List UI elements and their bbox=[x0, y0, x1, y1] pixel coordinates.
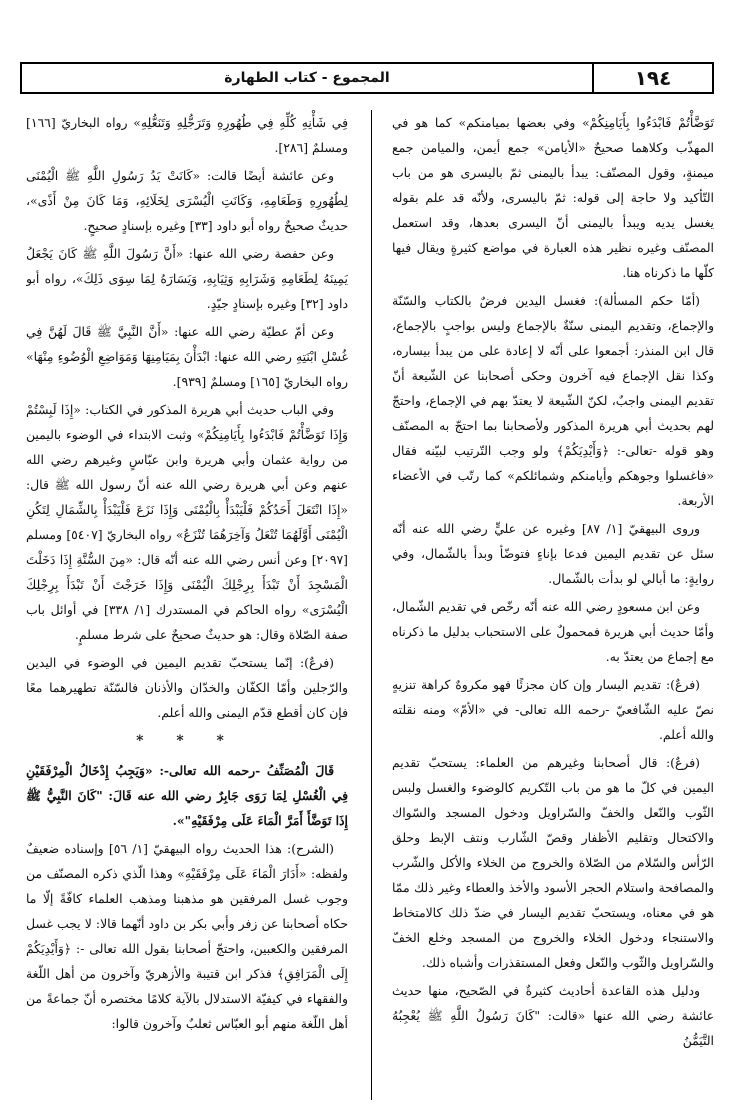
paragraph: وروى البيهقيّ [١/ ٨٧] وغيره عن عليٍّ رضي الله عنه أنّه سئل عن تقديم اليمين فدعا بإناءٍ فتوضّأ وبدأ بالشّمال، وفي روايةٍ: ما أبالي لو بدأت بالشّمال. bbox=[392, 521, 714, 586]
paragraph: (فرعٌ): إنّما يستحبّ تقديم اليمين في الوضوء في اليدين والرّجلين وأمّا الكفّان والخدّان والأذنان فالسّنّة تطهيرهما معًا فإن كان أقطع قدّم اليمنى والله أعلم. bbox=[26, 655, 348, 720]
paragraph: (الشرح): هذا الحديث رواه البيهقيّ [١/ ٥٦] وإسناده ضعيفٌ ولفظه: «أَدَارَ الْمَاءَ عَلَى مِرْفَقَيْهِ» وهذا الّذي ذكره المصنّف من وجوب غسل المرفقين هو مذهبنا ومذهب العلماء كافّةً إلّا ما حكاه أصحابنا عن زفر وأبي بكر بن داود أنّهما قالا: لا يجب غسل المرفقين والكعبين، واحتجّ أصحابنا بقول الله تعالى -: ﴿وَأَيْدِيَكُمْ إِلَى الْمَرَافِقِ﴾ فذكر ابن قتيبة والأزهريّ وآخرون من أهل اللّغة والفقهاء في كيفيّة الاستدلال بالآية كلامًا مختصره أنّ جماعةً من أهل اللّغة منهم أبو العبّاس ثعلبٌ وآخرون قالوا: bbox=[26, 841, 348, 1031]
paragraph: (فرعٌ): تقديم اليسار وإن كان مجزئًا فهو مكروهٌ كراهة تنزيهٍ نصّ عليه الشّافعيّ -رحمه الله تعالى- في «الأمّ» ومنه نقلته والله أعلم. bbox=[392, 677, 714, 742]
paragraph: ودليل هذه القاعدة أحاديث كثيرةٌ في الصّحيح، منها حديث عائشة رضي الله عنها «قالت: "كَانَ رَسُولُ اللَّهِ ﷺ يُعْجِبُهُ التَّيَمُّنُ bbox=[392, 983, 714, 1048]
column-divider bbox=[371, 110, 372, 1100]
paragraph: وعن ابن مسعودٍ رضي الله عنه أنّه رخّص في تقديم الشّمال، وأمّا حديث أبي هريرة فمحمولٌ على الاستحباب بدليل ما ذكرناه مع إجماع من يعتدّ به. bbox=[392, 599, 714, 664]
running-header bbox=[20, 62, 714, 94]
paragraph: وعن عائشة أيضًا قالت: «كَانَتْ يَدُ رَسُولِ اللَّهِ ﷺ الْيُمْنَى لِطُهُورِهِ وَطَعَامِهِ، وَكَانَتِ الْيُسْرَى لِخَلَائِهِ، وَمَا كَانَ مِنْ أَذًى»، حديثٌ صحيحٌ رواه أبو داود [٣٣] وغيره بإسنادٍ صحيحٍ. bbox=[26, 168, 348, 233]
section-separator-stars: * * * bbox=[136, 733, 238, 749]
right-column bbox=[392, 110, 714, 1100]
left-column bbox=[26, 110, 348, 1100]
paragraph: وعن حفصة رضي الله عنها: «أَنَّ رَسُولَ اللَّهِ ﷺ كَانَ يَجْعَلُ يَمِينَهُ لِطَعَامِهِ وَشَرَابِهِ وَثِيَابِهِ، وَيَسَارَهُ لِمَا سِوَى ذَلِكَ»، رواه أبو داود [٣٢] وغيره بإسنادٍ جيّدٍ. bbox=[26, 246, 348, 311]
paragraph: (أمّا حكم المسألة): فغسل اليدين فرضٌ بالكتاب والسّنّة والإجماع، وتقديم اليمنى سنّةٌ بالإجماع وليس بواجبٍ بالإجماع، قال ابن المنذر: أجمعوا على أنّه لا إعادة على من يبدأ بيساره، وكذا نقل الإجماع فيه آخرون وحكى أصحابنا عن الشّيعة أنّ تقديم اليمنى واجبٌ، لكنّ الشّيعة لا يعتدّ بهم في الإجماع، واحتجّ لهم بحديث أبي هريرة المذكور ولأصحابنا بما احتجّ به المصنّف وهو قوله -تعالى-: ﴿وَأَيْدِيَكُمْ﴾ ولو وجب التّرتيب لبيّنه فقال «فاغسلوا وجوهكم وأيامنكم وشمائلكم» كما رتّب في الأعضاء الأربعة. bbox=[392, 293, 714, 508]
paragraph: وفي الباب حديث أبي هريرة المذكور في الكتاب: «إِذَا لَبِسْتُمْ وَإِذَا تَوَضَّأْتُمْ فَابْدَءُوا بِأَيَامِنِكُمْ» وثبت الابتداء في الوضوء باليمين من رواية عثمان وأبي هريرة وابن عبّاسٍ وغيرهم رضي الله عنهم وعن أبي هريرة رضي الله عنه أنّ رسول الله ﷺ قال: «إِذَا انْتَعَلَ أَحَدُكُمْ فَلْيَبْدَأْ بِالْيُمْنَى وَإِذَا نَزَعَ فَلْيَبْدَأْ بِالشِّمَالِ لِتَكُنِ الْيُمْنَى أَوَّلَهُمَا تُنْعَلُ وَآخِرَهُمَا تُنْزَعُ» رواه البخاريّ [٥٤٠٧] ومسلم [٢٠٩٧] وعن أنس رضي الله عنه أنّه قال: «مِنَ السُّنَّةِ إِذَا دَخَلْتَ الْمَسْجِدَ أَنْ تَبْدَأَ بِرِجْلِكَ الْيُمْنَى وَإِذَا خَرَجْتَ أَنْ تَبْدَأَ بِرِجْلِكَ الْيُسْرَى» رواه الحاكم في المستدرك [١/ ٣٣٨] في أوائل باب صفة الصّلاة وقال: هو حديثٌ صحيحٌ على شرط مسلمٍ. bbox=[26, 402, 348, 642]
header-title: المجموع - كتاب الطهارة bbox=[224, 70, 390, 86]
page-number: ١٩٤ bbox=[634, 66, 672, 90]
paragraph: (فرعٌ): قال أصحابنا وغيرهم من العلماء: يستحبّ تقديم اليمين في كلّ ما هو من باب التّكريم كالوضوء والغسل ولبس الثّوب والنّعل والخفّ والسّراويل ودخول المسجد والسّواك والاكتحال وتقليم الأظفار وقصّ الشّارب ونتف الإبط وحلق الرّأس والسّلام من الصّلاة والخروج من الخلاء والأكل والشّرب والمصافحة واستلام الحجر الأسود والأخذ والعطاء وغير ذلك ممّا هو في معناه، ويستحبّ تقديم اليسار في ضدّ ذلك كالامتخاط والاستنجاء ودخول الخلاء والخروج من المسجد وخلع الخفّ والسّراويل والثّوب والنّعل وفعل المستقذرات وأشباه ذلك. bbox=[392, 755, 714, 970]
author-quote-heading: قَالَ الْمُصَنِّفُ -رحمه الله تعالى-: «وَيَجِبُ إِدْخَالُ الْمِرْفَقَيْنِ فِي الْغُسْلِ لِمَا رَوَى جَابِرٌ رضي الله عنه قَالَ: "كَانَ النَّبِيُّ ﷺ إِذَا تَوَضَّأَ أَمَرَّ الْمَاءَ عَلَى مِرْفَقَيْهِ"». bbox=[26, 763, 348, 828]
paragraph: وعن أمّ عطيّة رضي الله عنها: «أَنَّ النَّبِيَّ ﷺ قَالَ لَهُنَّ فِي غُسْلِ ابْنَتِهِ رضي الله عنها: ابْدَأْنَ بِمَيَامِنِهَا وَمَوَاضِعِ الْوُضُوءِ مِنْهَا» رواه البخاريّ [١٦٥] ومسلمٌ [٩٣٩]. bbox=[26, 324, 348, 389]
paragraph: فِي شَأْنِهِ كُلِّهِ فِي طُهُورِهِ وَتَرَجُّلِهِ وَتَنَعُّلِهِ» رواه البخاريّ [١٦٦] ومسلمٌ [٢٨٦]. bbox=[26, 115, 348, 155]
paragraph: تَوَضَّأْتُمْ فَابْدَءُوا بِأَيَامِنِكُمْ» وفي بعضها بميامنكم» كما هو في المهذّب وكلاهما صحيحٌ «الأيامن» جمع أيمن، والميامن جمع ميمنةٍ، وقول المصنّف: يبدأ باليمنى ثمّ باليسرى هو من باب التّأكيد ولا حاجة إلى قوله: ثمّ باليسرى، ولأنّه قد علم بقوله يغسل يديه ويبدأ باليمنى أنّ اليسرى بعدها، وقد استعمل المصنّف وغيره نظير هذه العبارة في مواضع كثيرةٍ ويقال فيها كلّها ما ذكرناه هنا. bbox=[392, 115, 714, 280]
